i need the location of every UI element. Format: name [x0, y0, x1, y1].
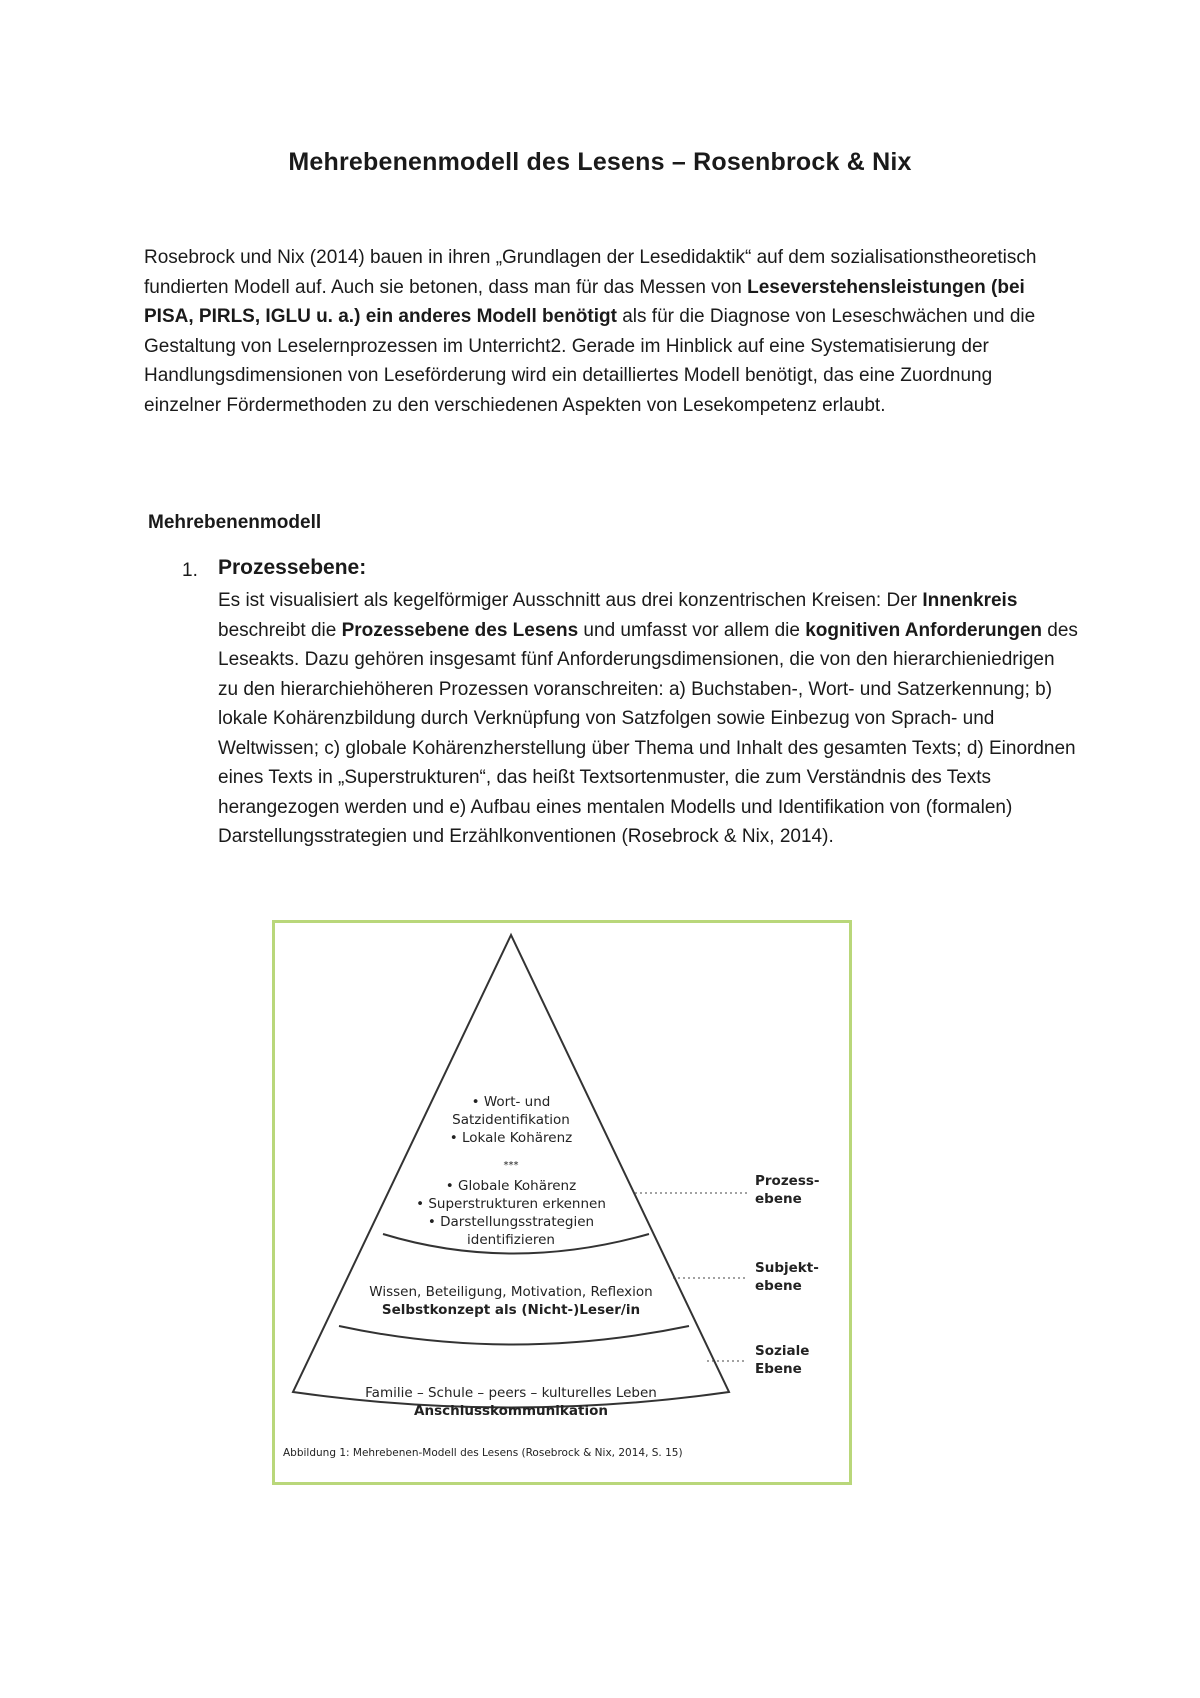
- middle-line-2: Selbstkonzept als (Nicht-)Leser/in: [381, 1302, 641, 1318]
- inner-line-6: • Darstellungsstrategien: [427, 1214, 595, 1230]
- inner-stars: ***: [503, 1160, 519, 1171]
- list-text-3: und umfasst vor allem die: [578, 619, 806, 641]
- intro-paragraph: [144, 243, 1054, 420]
- cone-outline: [293, 935, 729, 1408]
- outer-line-1: Familie – Schule – peers – kulturelles Leben: [365, 1385, 657, 1401]
- middle-line-1: Wissen, Beteiligung, Motivation, Reflexion: [369, 1284, 653, 1300]
- inner-line-7: identifizieren: [467, 1232, 555, 1248]
- list-text-2: beschreibt die: [218, 619, 342, 641]
- list-number: 1.: [182, 560, 198, 581]
- outer-line-2: Anschlusskommunikation: [414, 1403, 608, 1419]
- inner-line-1: • Wort- und: [471, 1094, 551, 1110]
- figure-caption: Abbildung 1: Mehrebenen-Modell des Lesens (Rosebrock & Nix, 2014, S. 15): [283, 1447, 683, 1459]
- inner-line-5: • Superstrukturen erkennen: [416, 1196, 606, 1212]
- intro-bold-1: Leseverstehensleistungen (bei PISA, PIRLS, IGLU u. a.) ein anderes Modell benötigt: [144, 276, 1025, 327]
- label-prozess-1: Prozess-: [755, 1173, 820, 1189]
- cone-diagram: [275, 923, 849, 1482]
- list-body: [218, 586, 1078, 852]
- label-sozial-2: Ebene: [755, 1361, 802, 1377]
- label-sozial-1: Soziale: [755, 1343, 810, 1359]
- list-bold-1: Innenkreis: [922, 590, 1018, 611]
- list-text-4: des Leseakts. Dazu gehören insgesamt fünf Anforderungsdimensionen, die von den hierarchieniedrigen zu den hierarchiehöheren Prozessen voranschreiten: a) Buchstaben-, Wort- und Satzerkennung; b) lokale Kohärenzbildung durch Verknüpfung von Satzfolgen sowie Einbezug von Sprach- und Weltwissen; c) globale Kohärenzherstellung über Thema und Inhalt des gesamten Texts; d) Einordnen eines Texts in „Superstrukturen“, das heißt Textsortenmuster, die zum Verständnis des Texts herangezogen werden und e) Aufbau eines mentalen Modells und Identifikation von (formalen) Darstellungsstrategien und Erzählkonventionen (Rosebrock & Nix, 2014).: [218, 619, 1078, 847]
- inner-line-4: • Globale Kohärenz: [445, 1178, 577, 1194]
- label-subjekt-1: Subjekt-: [755, 1260, 819, 1276]
- intro-text-1: Rosebrock und Nix (2014) bauen in ihren „Grundlagen der Lesedidaktik“ auf dem sozialisationstheoretisch fundierten Modell auf. Auch sie betonen, dass man für das Messen von: [144, 247, 1037, 298]
- inner-line-2: Satzidentifikation: [452, 1112, 570, 1128]
- list-bold-2: Prozessebene des Lesens: [341, 619, 579, 641]
- list-text-1: Es ist visualisiert als kegelförmiger Ausschnitt aus drei konzentrischen Kreisen: Der: [218, 590, 923, 611]
- inner-line-3: • Lokale Kohärenz: [449, 1130, 573, 1146]
- model-figure: [272, 920, 852, 1485]
- page-title: Mehrebenenmodell des Lesens – Rosenbrock & Nix: [288, 148, 912, 176]
- section-heading: Mehrebenenmodell: [148, 512, 322, 533]
- middle-arc: [339, 1326, 689, 1345]
- list-heading: Prozessebene:: [218, 556, 367, 579]
- label-prozess-2: ebene: [755, 1191, 802, 1207]
- list-bold-3: kognitiven Anforderungen: [805, 619, 1042, 641]
- label-subjekt-2: ebene: [755, 1278, 802, 1294]
- intro-text-2: als für die Diagnose von Leseschwächen und die Gestaltung von Leselernprozessen im Unterricht2. Gerade im Hinblick auf eine Systematisierung der Handlungsdimensionen von Leseförderung wird ein detailliertes Modell benötigt, das eine Zuordnung einzelner Fördermethoden zu den verschiedenen Aspekten von Lesekompetenz erlaubt.: [144, 306, 1036, 416]
